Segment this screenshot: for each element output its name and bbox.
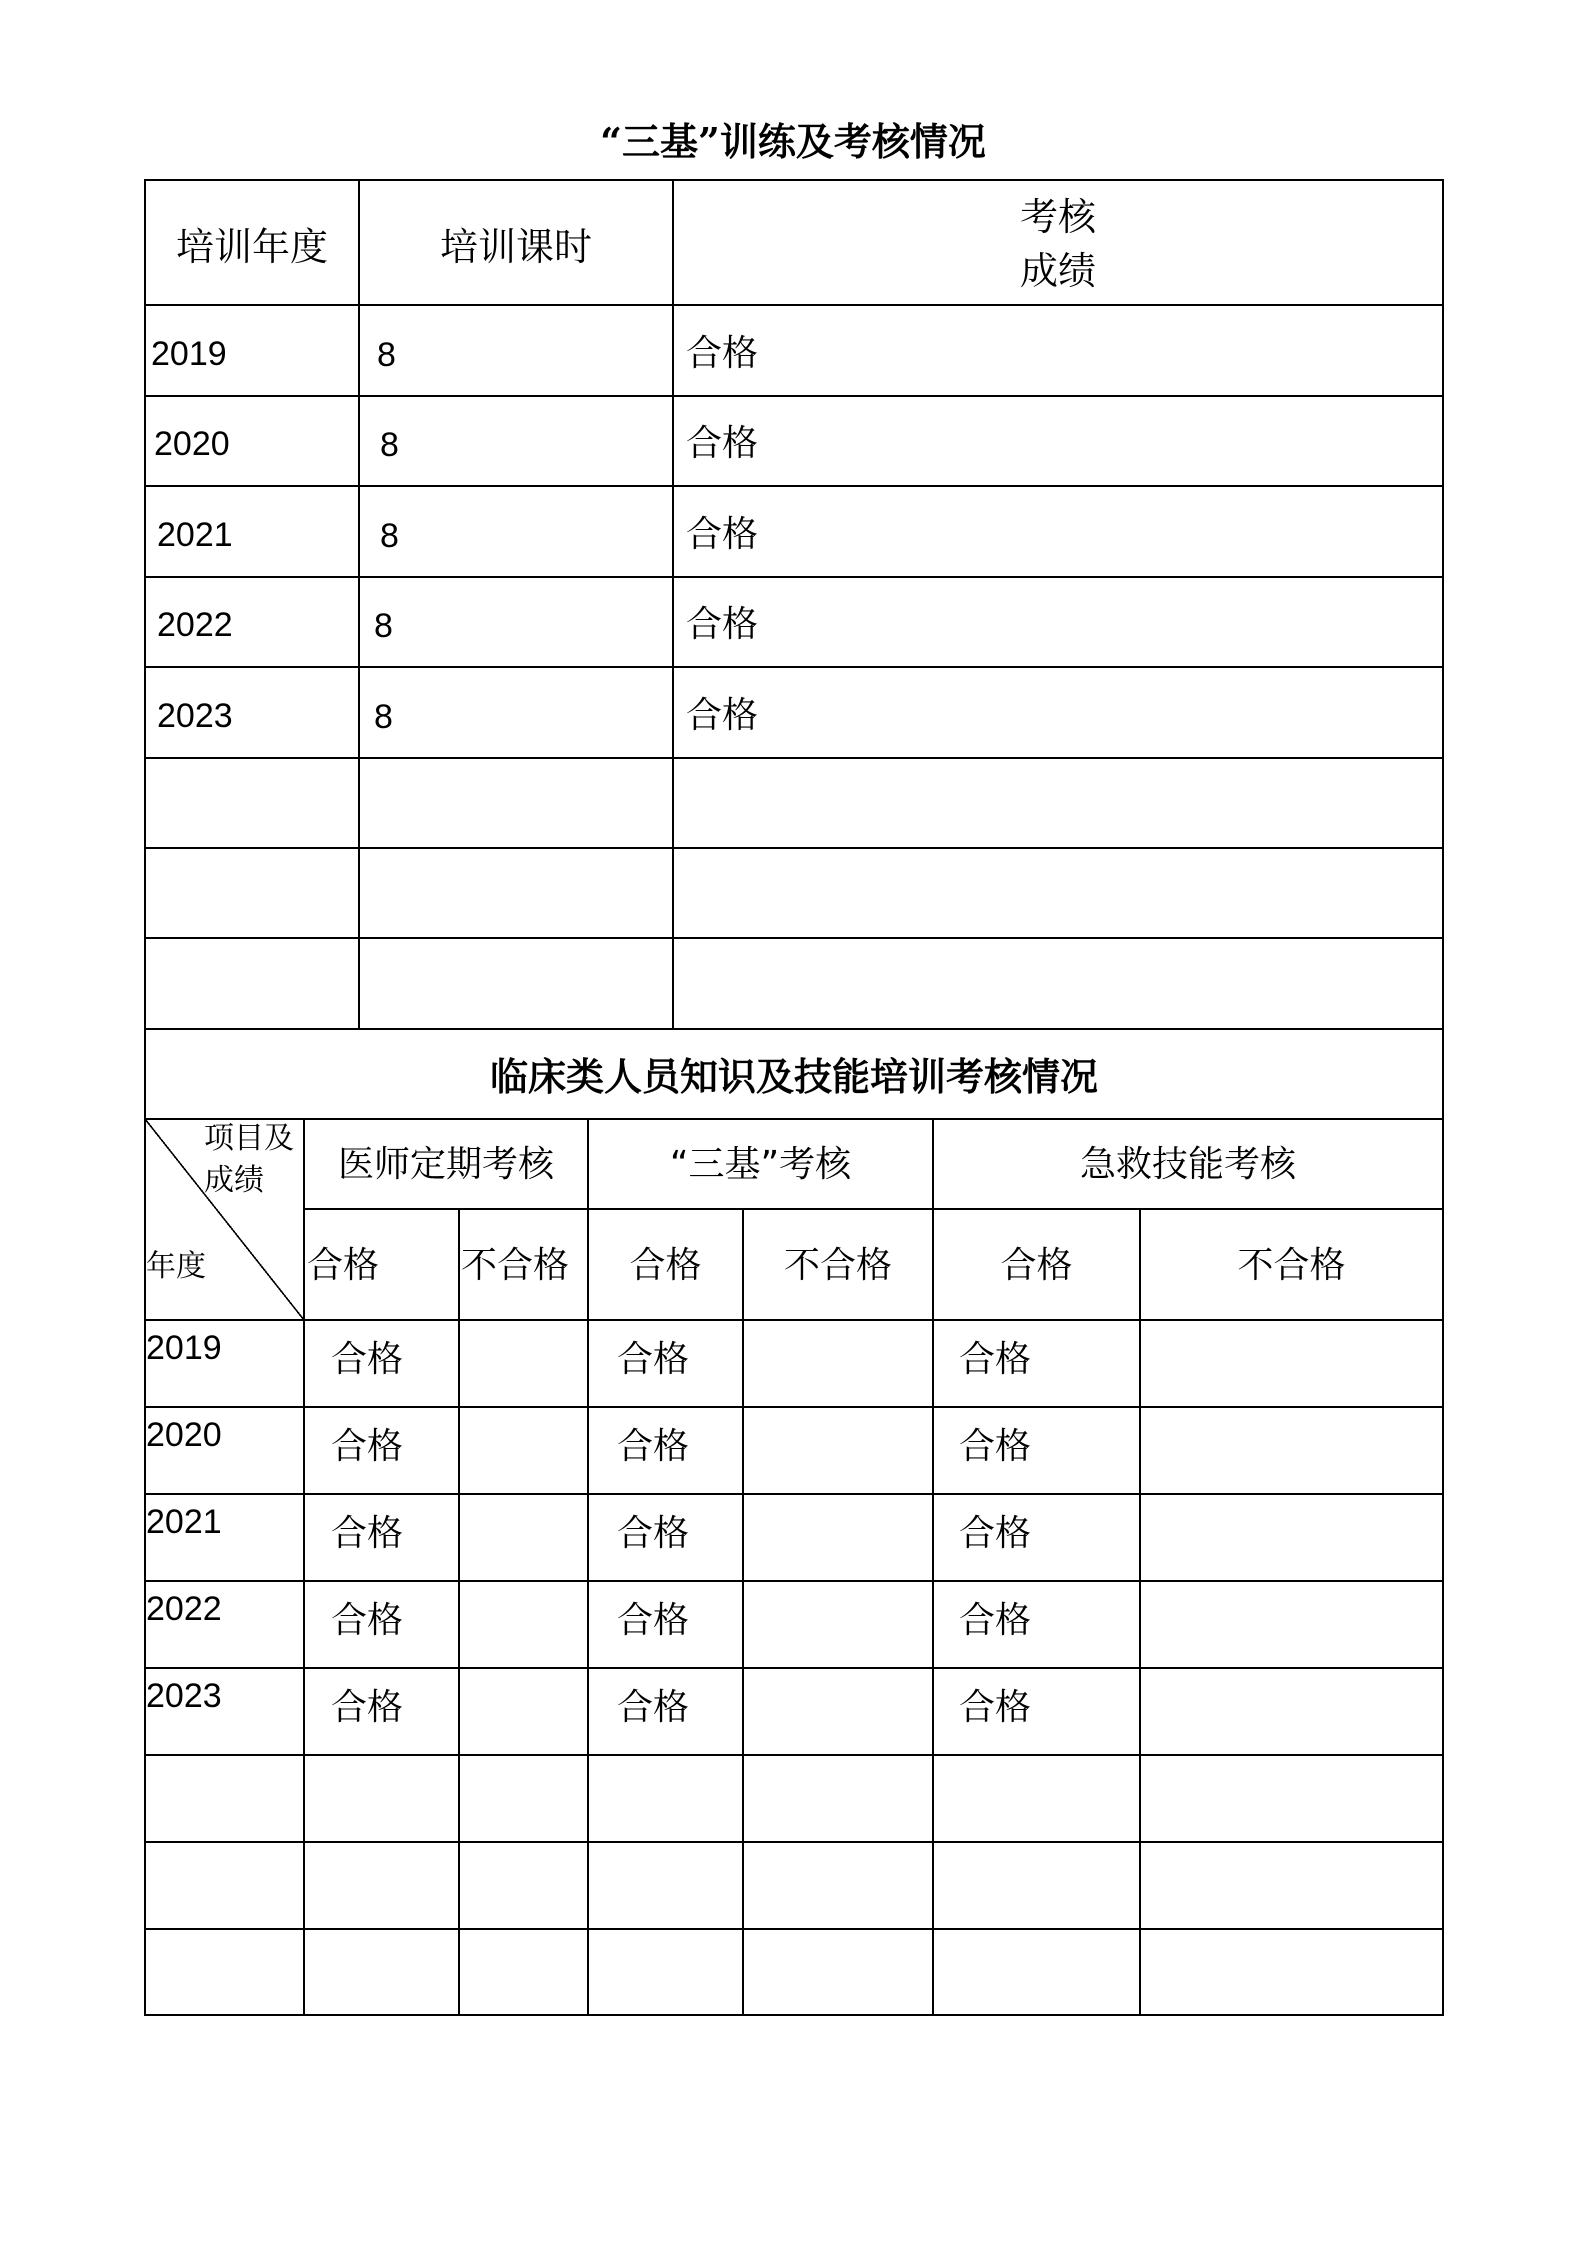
t2-cell-sanji: 合格 — [617, 1513, 690, 1554]
header-training-year: 培训年度 — [175, 225, 328, 269]
t2-cell-sanji: 合格 — [617, 1426, 690, 1467]
t1-row-result: 合格 — [686, 423, 759, 464]
group-header-sanji-exam: “三基”考核 — [669, 1144, 852, 1185]
t1-row-result: 合格 — [686, 333, 759, 374]
corner-bottom: 年度 — [146, 1249, 206, 1284]
t1-row-result: 合格 — [686, 604, 759, 645]
t1-row-year: 2023 — [157, 697, 233, 735]
t2-cell-physician: 合格 — [331, 1600, 404, 1641]
t2-cell-first-aid: 合格 — [959, 1687, 1032, 1728]
corner-top-line1: 项目及 — [204, 1121, 294, 1156]
t2-row-year: 2021 — [146, 1503, 222, 1541]
subheader-fail: 不合格 — [1237, 1245, 1346, 1286]
t1-row-result: 合格 — [686, 695, 759, 736]
t2-cell-physician: 合格 — [331, 1513, 404, 1554]
subheader-pass: 合格 — [307, 1245, 380, 1286]
t1-row-hours: 8 — [380, 426, 399, 464]
header-result-line2: 成绩 — [1019, 249, 1096, 293]
t1-row-hours: 8 — [380, 517, 399, 555]
t2-cell-physician: 合格 — [331, 1339, 404, 1380]
page-title: “三基”训练及考核情况 — [600, 119, 986, 164]
t1-row-year: 2022 — [157, 606, 233, 644]
t2-cell-first-aid: 合格 — [959, 1339, 1032, 1380]
t2-cell-physician: 合格 — [331, 1426, 404, 1467]
t2-row-year: 2022 — [146, 1590, 222, 1628]
t2-cell-sanji: 合格 — [617, 1687, 690, 1728]
corner-top-line2: 成绩 — [204, 1163, 264, 1198]
section2-title: 临床类人员知识及技能培训考核情况 — [489, 1054, 1098, 1099]
group-header-physician-exam: 医师定期考核 — [337, 1144, 554, 1185]
t1-row-year: 2020 — [154, 425, 230, 463]
t2-cell-first-aid: 合格 — [959, 1600, 1032, 1641]
header-result-line1: 考核 — [1019, 195, 1096, 239]
t1-row-year: 2019 — [151, 335, 227, 373]
t1-row-year: 2021 — [157, 516, 233, 554]
subheader-fail: 不合格 — [783, 1245, 892, 1286]
subheader-pass: 合格 — [629, 1245, 702, 1286]
t2-row-year: 2020 — [146, 1416, 222, 1454]
header-training-hours: 培训课时 — [439, 225, 592, 269]
t2-cell-first-aid: 合格 — [959, 1426, 1032, 1467]
t1-row-hours: 8 — [377, 336, 396, 374]
t2-cell-sanji: 合格 — [617, 1600, 690, 1641]
t2-cell-sanji: 合格 — [617, 1339, 690, 1380]
t2-row-year: 2019 — [146, 1329, 222, 1367]
t1-row-hours: 8 — [374, 698, 393, 736]
t2-cell-first-aid: 合格 — [959, 1513, 1032, 1554]
subheader-pass: 合格 — [1000, 1245, 1073, 1286]
group-header-first-aid-exam: 急救技能考核 — [1079, 1144, 1296, 1185]
t2-row-year: 2023 — [146, 1677, 222, 1715]
t2-cell-physician: 合格 — [331, 1687, 404, 1728]
t1-row-result: 合格 — [686, 514, 759, 555]
t1-row-hours: 8 — [374, 607, 393, 645]
subheader-fail: 不合格 — [461, 1245, 570, 1286]
